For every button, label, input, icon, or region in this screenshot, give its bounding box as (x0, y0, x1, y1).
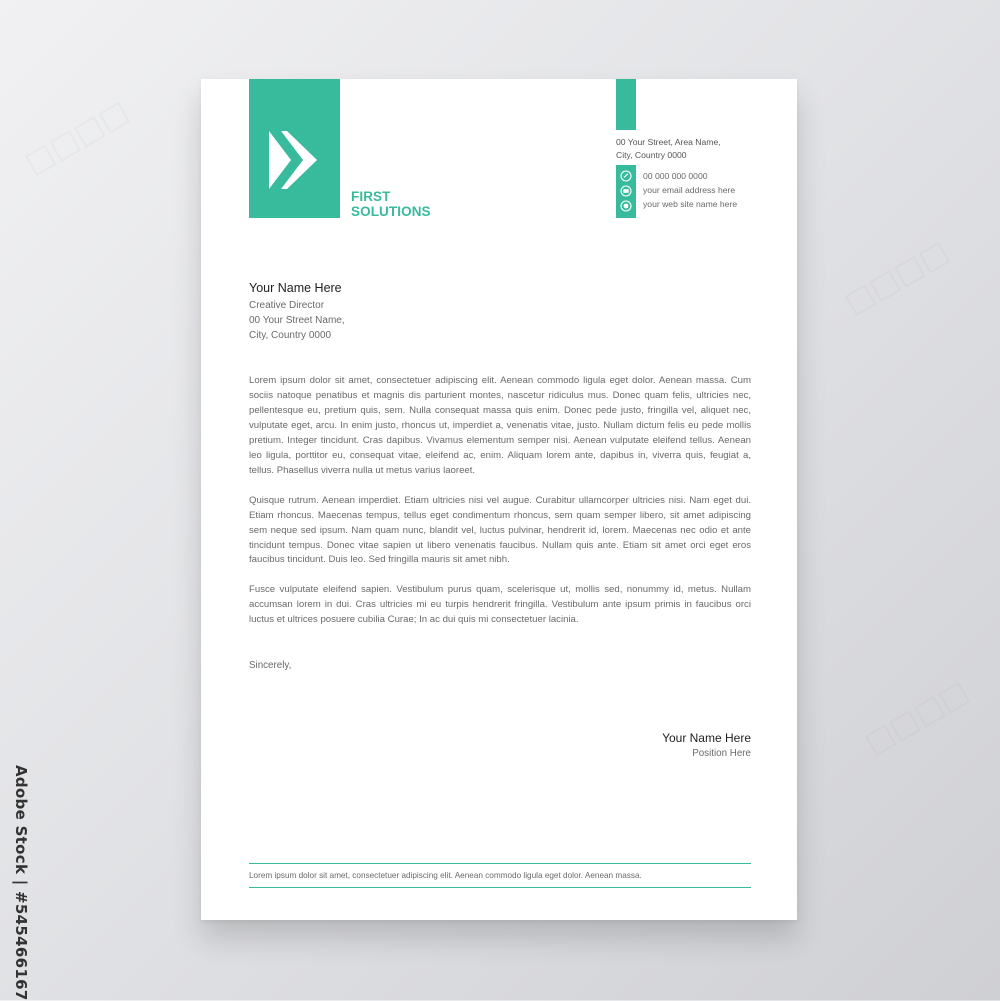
brand-name (351, 190, 431, 219)
sender-title: Creative Director (249, 300, 325, 311)
footer-rule-top (249, 863, 751, 864)
company-address (616, 136, 721, 161)
brand-line-1: FIRST (351, 189, 391, 204)
sender-block (249, 281, 345, 343)
contact-phone[interactable]: 00 000 000 0000 (643, 171, 708, 181)
footer-text: Lorem ipsum dolor sit amet, consectetuer adipiscing elit. Aenean commodo ligula eget dolor. Aenean massa. (249, 871, 642, 880)
stock-watermark: □□□□ (18, 93, 135, 182)
contact-accent-bar (616, 79, 636, 130)
email-icon (620, 185, 632, 197)
letterhead-page (201, 79, 797, 920)
signature-name: Your Name Here (662, 731, 751, 745)
brand-line-2: SOLUTIONS (351, 203, 431, 219)
contact-icon-strip (616, 165, 636, 218)
web-icon (620, 200, 632, 212)
body-paragraph-3: Fusce vulputate eleifend sapien. Vestibulum purus quam, scelerisque ut, mollis sed, nonummy id, metus. Nullam accumsan lorem in dui. Cras ultricies mi eu turpis hendrerit fringilla. Vestibulum ante ipsum primis in faucibus orci luctus et ultrices posuere cubilia Curae; In ac dui quis mi consectetuer lacinia. (249, 584, 751, 626)
double-chevron-right-icon (269, 131, 319, 189)
sender-street: 00 Your Street Name, (249, 315, 345, 326)
body-paragraph-2: Quisque rutrum. Aenean imperdiet. Etiam ultricies nisi vel augue. Curabitur ullamcorper ultricies nisi. Nam eget dui. Etiam rhoncus. Maecenas tempus, tellus eget condimentum rhoncus, sem quam semper libero, sit amet adipiscing sem neque sed ipsum. Nam quam nunc, blandit vel, luctus pulvinar, hendrerit id, lorem. Maecenas nec odio et ante tincidunt tempus. Donec vitae sapien ut libero venenatis faucibus. Nullam quis ante. Etiam sit amet orci eget eros faucibus tincidunt. Duis leo. Sed fringilla mauris sit amet nibh. (249, 494, 751, 566)
stock-id-label: Adobe Stock | #545466167 (12, 765, 30, 1001)
body-paragraph-1: Lorem ipsum dolor sit amet, consectetuer adipiscing elit. Aenean commodo ligula eget dolor. Aenean massa. Cum sociis natoque penatibus et magnis dis parturient montes, nascetur ridiculus mus. Donec quam felis, ultricies nec, pellentesque eu, pretium quis, sem. Nulla consequat massa quis enim. Donec pede justo, fringilla vel, aliquet nec, vulputate eget, arcu. In enim justo, rhoncus ut, imperdiet a, venenatis vitae, justo. Nullam dictum felis eu pede mollis pretium. Integer tincidunt. Cras dapibus. Vivamus elementum semper nisi. Aenean vulputate eleifend tellus. Aenean leo ligula, porttitor eu, consequat vitae, eleifend ac, enim. Aliquam lorem ante, dapibus in, viverra quis, feugiat a, tellus. Phasellus viverra nulla ut metus varius laoreet. (249, 375, 751, 476)
address-line-1: 00 Your Street, Area Name, (616, 137, 721, 147)
closing-salutation: Sincerely, (249, 660, 292, 671)
stock-watermark: □□□□ (858, 673, 975, 762)
contact-website[interactable]: your web site name here (643, 199, 738, 209)
sender-city: City, Country 0000 (249, 330, 332, 341)
letter-body (249, 374, 751, 643)
address-line-2: City, Country 0000 (616, 149, 687, 160)
signature-position: Position Here (692, 748, 751, 759)
phone-icon (620, 170, 632, 182)
logo-block (249, 79, 340, 218)
contact-email[interactable]: your email address here (643, 185, 736, 195)
footer-rule-bottom (249, 887, 751, 888)
signature-block (662, 731, 751, 759)
stock-watermark: □□□□ (838, 233, 955, 322)
sender-name: Your Name Here (249, 281, 342, 295)
